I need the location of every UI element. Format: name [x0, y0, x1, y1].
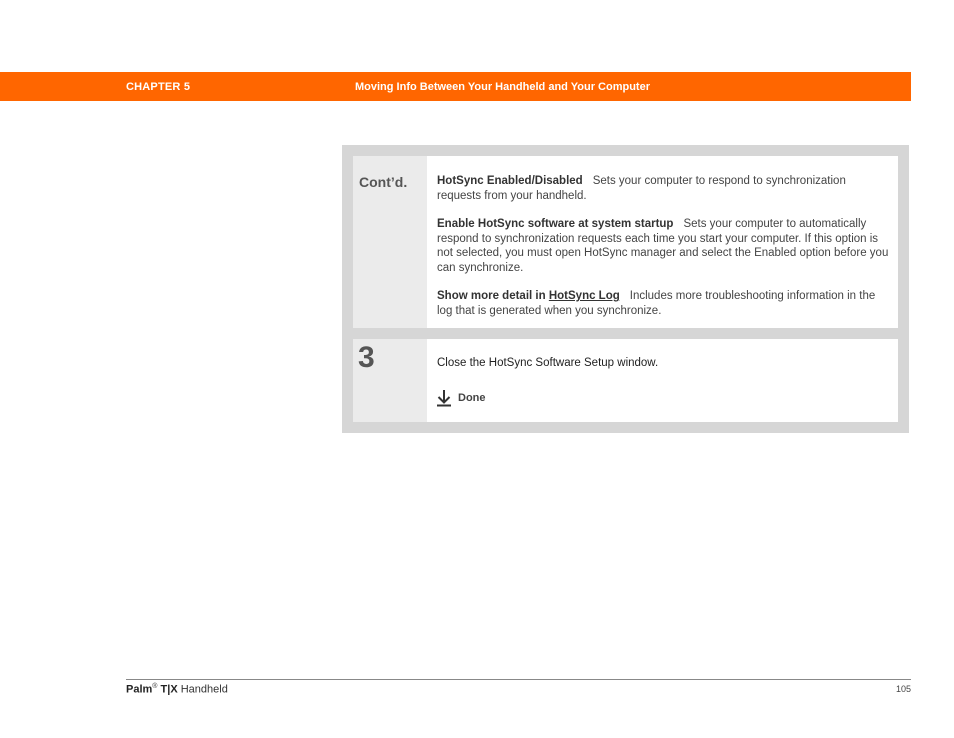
startup-text: Sets your computer to automatically respond to synchronization requests each time you start your computer. If this option is not selected, you must open HotSync manager and select the Enabled option before you can synchronize.: [437, 218, 889, 274]
footer-brand: [126, 683, 228, 696]
done-label: Done: [458, 392, 486, 404]
done-marker: [437, 389, 486, 407]
hotsync-enabled-paragraph: [437, 174, 892, 203]
brand-name: Palm: [126, 683, 153, 696]
continued-label: Cont’d.: [359, 174, 408, 190]
brand-suffix: Handheld: [180, 683, 228, 696]
page-number: 105: [895, 684, 911, 694]
startup-term: Enable HotSync software at system startup: [437, 218, 674, 230]
down-arrow-icon: [437, 389, 451, 407]
step-content: [427, 339, 898, 422]
step-3: [353, 339, 898, 422]
chapter-label: CHAPTER 5: [126, 81, 191, 93]
close-window-instruction: Close the HotSync Software Setup window.: [437, 357, 659, 369]
step-content: [427, 156, 898, 328]
detail-term: Show more detail in: [437, 290, 546, 302]
registered-mark: ®: [152, 683, 158, 690]
step-continued: [353, 156, 898, 328]
startup-paragraph: [437, 217, 892, 275]
model-name: T|X: [160, 683, 178, 696]
step-label-column: [353, 339, 427, 422]
footer-divider: [126, 679, 911, 680]
hotsync-log-link[interactable]: HotSync Log: [548, 290, 620, 302]
step-label-column: [353, 156, 427, 328]
chapter-title: Moving Info Between Your Handheld and Your Computer: [355, 81, 650, 93]
hotsync-enabled-text: Sets your computer to respond to synchronization requests from your handheld.: [437, 175, 846, 202]
detail-paragraph: [437, 289, 892, 318]
detail-text: Includes more troubleshooting information in the log that is generated when you synchronize.: [437, 290, 876, 317]
step-number: 3: [358, 341, 375, 374]
hotsync-enabled-term: HotSync Enabled/Disabled: [437, 175, 583, 187]
